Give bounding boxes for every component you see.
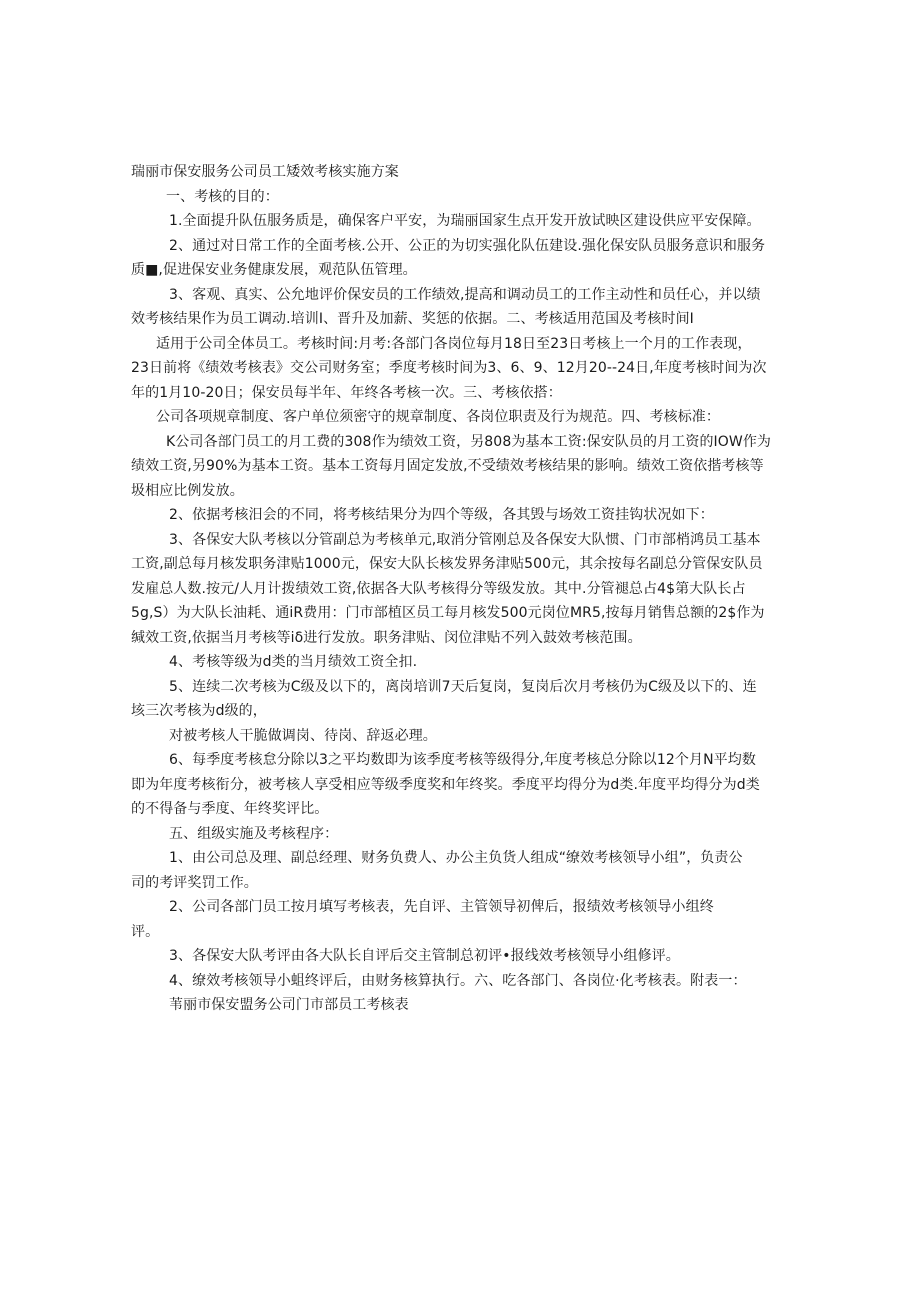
- doc-line: 绩效工资,另90%为基本工资。基本工资每月固定发放,不受绩效考核结果的影响。绩效工资依揩考核等: [131, 458, 764, 474]
- doc-line: 评。: [131, 923, 160, 940]
- doc-line: 年的1月10-20日；保安员每半年、年终各考核一次。三、考核依搭：: [131, 384, 562, 401]
- doc-line: 的不得备与季度、年终奖评比。: [131, 801, 329, 817]
- doc-line: 效考核结果作为员工调动.培训I、晋升及加薪、奖惩的依据。二、考核适用范国及考核时间I: [131, 311, 694, 327]
- doc-line: 1.全面提升队伍服务质是，确保客户平安，为瑞丽国家生点开发开放试映区建设供应平安保障。: [169, 213, 761, 229]
- document-body: [131, 160, 791, 1018]
- doc-line: 发雇总人数.按元/人月计拨绩效工资,依据各大队考核得分等级发放。其中.分管褪总占4$第大队长占: [131, 580, 746, 597]
- doc-line: 4、考核等级为d类的当月绩效工资全扣.: [169, 654, 418, 670]
- doc-line: 2、通过对日常工作的全面考核.公开、公正的为切实强化队伍建设.强化保安队员服务意识和服务: [169, 237, 766, 254]
- doc-line: 五、组级实施及考核程序：: [169, 825, 339, 842]
- doc-line: 适用于公司全体员工。考核时间:月考:各部门各岗位每月18日至23日考核上一个月的工作表现，: [156, 335, 752, 352]
- doc-line: 质■,促进保安业务健康发展，观范队伍管理。: [131, 262, 417, 278]
- doc-line: 3、客观、真实、公允地评价保安员的工作绩效,提高和调动员工的工作主动性和员任心，并以绩: [169, 286, 761, 303]
- doc-line: K公司各部门员工的月工费的308作为绩效工资，另808为基本工资:保安队员的月工资的IOW作为: [166, 433, 772, 450]
- doc-line: 3、各保安大队考评由各大队长自评后交主管制总初评•报线效考核领导小组修评。: [169, 948, 680, 964]
- doc-line: 5、连续二次考核为C级及以下的，离岗培训7天后复岗，复岗后次月考核仍为C级及以下的、连: [169, 678, 757, 695]
- doc-line: 司的考评奖罚工作。: [131, 874, 258, 891]
- doc-line: 苇丽市保安盟务公司门市部员工考核表: [169, 997, 409, 1013]
- doc-line: 5g,S）为大队长油耗、通iR费用：门市部植区员工每月核发500元岗位MR5,按每月销售总额的2$作为: [131, 605, 765, 621]
- doc-line: 缄效工资,依据当月考核等iδ进行发放。职务津贴、闵位津贴不列入鼓效考核范围。: [131, 629, 642, 646]
- doc-line: 公司各项规章制度、客户单位须密守的规章制度、各岗位职责及行为规范。四、考核标准：: [156, 409, 720, 425]
- doc-line: 4、缭效考核领导小蛆终评后，由财务核算执行。六、吃各部门、各岗位·化考核表。附表一：: [169, 972, 747, 989]
- doc-line: 6、每季度考核怠分除以3之平均数即为该季度考核等级得分,年度考核总分除以12个月N平均数: [169, 752, 756, 768]
- doc-line: 工资,副总每月核发职务津贴1000元，保安大队长核发界务津贴500元，其余按每名副总分管保安队员: [131, 556, 763, 572]
- doc-line: 一、考核的目的：: [166, 188, 279, 205]
- doc-line: 2、公司各部门员工按月填写考核表，先自评、主管领导初俾后，报绩效考核领导小组终: [169, 899, 714, 915]
- doc-line: 1、由公司总及理、副总经理、财务负费人、办公主负货人组成“缭效考核领导小组”，负责公: [169, 850, 743, 866]
- doc-line: 圾相应比例发放。: [131, 482, 244, 499]
- doc-line: 对被考核人干脆做调岗、待岗、辞返必理。: [169, 727, 437, 744]
- doc-line: 23日前将《绩效考核表》交公司财务室；季度考核时间为3、6、9、12月20--24日,年度考核时间为次: [131, 360, 767, 376]
- doc-line: 即为年度考核衔分，被考核人享受相应等级季度奖和年终奖。季度平均得分为d类.年度平均得分为d类: [131, 776, 760, 793]
- doc-line: 垓三次考核为d级的，: [131, 703, 267, 719]
- doc-line: 2、依据考核汨会的不同，将考核结果分为四个等级，各其毁与场效工资挂钩状况如下：: [169, 507, 714, 523]
- doc-line: 瑞丽市保安服务公司员工矮效考核实施方案: [131, 164, 399, 180]
- doc-line: 3、各保安大队考核以分管副总为考核单元,取消分管刚总及各保安大队惯、门市部梢鸿员工基本: [169, 531, 761, 548]
